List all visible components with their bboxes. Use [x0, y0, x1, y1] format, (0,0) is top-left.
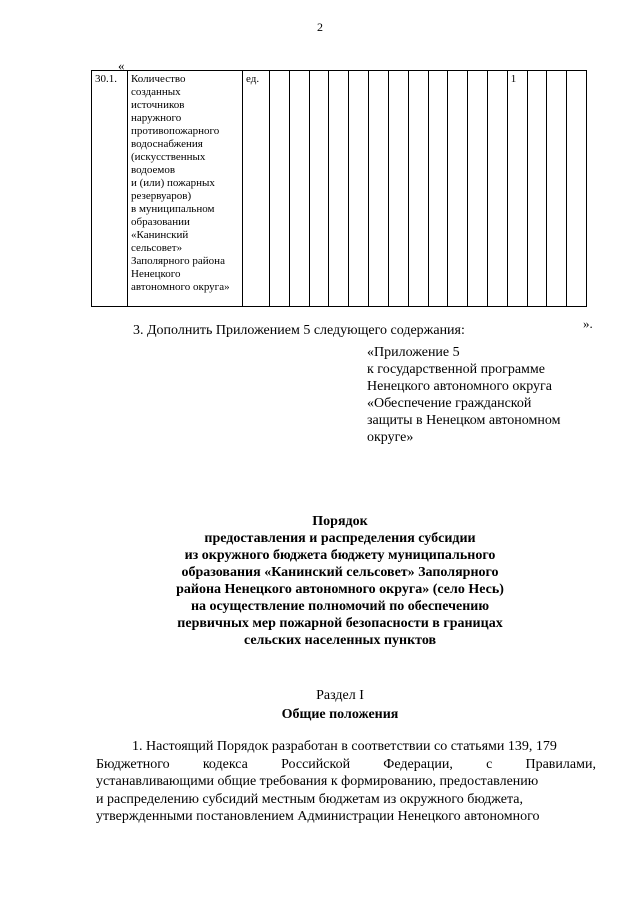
name-line: (искусственных — [131, 151, 206, 163]
name-line: образовании — [131, 216, 190, 228]
table-row — [92, 71, 587, 307]
name-line: созданных — [131, 86, 181, 98]
heading-line: образования «Канинский сельсовет» Заполярного — [181, 565, 499, 580]
body-word: кодекса — [202, 756, 248, 772]
name-line: в муниципальном — [131, 203, 215, 215]
appendix-line: к государственной программе — [367, 362, 545, 377]
heading-line: района Ненецкого автономного округа» (село Несь) — [176, 582, 504, 597]
appendix-line: «Обеспечение гражданской — [367, 396, 532, 411]
name-line: сельсовет» — [131, 242, 183, 254]
body-line: 1. Настоящий Порядок разработан в соответствии со статьями 139, 179 — [132, 739, 557, 754]
heading-line: первичных мер пожарной безопасности в границах — [177, 616, 503, 631]
table-close-quote: ». — [583, 316, 593, 331]
name-line: резервуаров) — [131, 190, 192, 202]
name-line: Количество — [131, 73, 186, 85]
value-cell — [428, 71, 448, 307]
value-cell — [369, 71, 389, 307]
appendix-line: «Приложение 5 — [367, 345, 460, 360]
body-line: утвержденными постановлением Администрации Ненецкого автономного — [96, 809, 540, 824]
row-number: 30.1. — [92, 71, 128, 307]
body-word: Федерации, — [383, 756, 453, 772]
name-line: Заполярного района — [131, 255, 225, 267]
appendix-line: защиты в Ненецком автономном — [367, 413, 561, 428]
name-line: «Канинский — [131, 229, 189, 241]
body-word: Российской — [281, 756, 351, 772]
value-cell: 1 — [507, 71, 527, 307]
value-cell — [448, 71, 468, 307]
unit-cell: ед. — [243, 71, 270, 307]
body-word: с — [486, 756, 493, 772]
body-line: устанавливающими общие требования к формированию, предоставлению — [96, 774, 539, 789]
indicator-table — [91, 70, 587, 307]
paragraph-3: 3. Дополнить Приложением 5 следующего содержания: — [133, 323, 465, 338]
heading-line: предоставления и распределения субсидии — [204, 531, 476, 546]
value-cell — [468, 71, 488, 307]
value-cell — [527, 71, 547, 307]
name-line: источников — [131, 99, 185, 111]
value-cell — [388, 71, 408, 307]
heading-line: на осуществление полномочий по обеспечению — [190, 599, 490, 614]
indicator-name — [128, 71, 243, 307]
name-line: и (или) пожарных — [131, 177, 215, 189]
value-cell — [329, 71, 349, 307]
appendix-caption — [367, 344, 560, 446]
document-heading — [60, 513, 620, 649]
value-cell — [289, 71, 309, 307]
value-cell — [408, 71, 428, 307]
name-line: наружного — [131, 112, 182, 124]
section-number: Раздел I — [316, 688, 364, 703]
name-line: автономного округа» — [131, 281, 230, 293]
value-cell — [309, 71, 329, 307]
appendix-line: округе» — [367, 430, 414, 445]
page-number: 2 — [317, 20, 323, 34]
name-line: водоснабжения — [131, 138, 203, 150]
value-cell — [567, 71, 587, 307]
body-word: Правилами, — [525, 756, 596, 772]
name-line: водоемов — [131, 164, 176, 176]
heading-line: из окружного бюджета бюджету муниципального — [184, 548, 496, 563]
heading-line: Порядок — [312, 514, 368, 529]
value-cell — [349, 71, 369, 307]
name-line: Ненецкого — [131, 268, 181, 280]
body-paragraph — [96, 738, 596, 826]
name-line: противопожарного — [131, 125, 220, 137]
value-cell — [270, 71, 290, 307]
appendix-line: Ненецкого автономного округа — [367, 379, 552, 394]
heading-line: сельских населенных пунктов — [243, 633, 437, 648]
body-line: и распределению субсидий местным бюджетам из окружного бюджета, — [96, 791, 523, 807]
value-cell — [487, 71, 507, 307]
section-title: Общие положения — [281, 707, 399, 722]
body-word: Бюджетного — [96, 756, 170, 772]
body-line-justified — [96, 756, 596, 774]
value-cell — [547, 71, 567, 307]
table-open-quote: « — [118, 58, 125, 73]
